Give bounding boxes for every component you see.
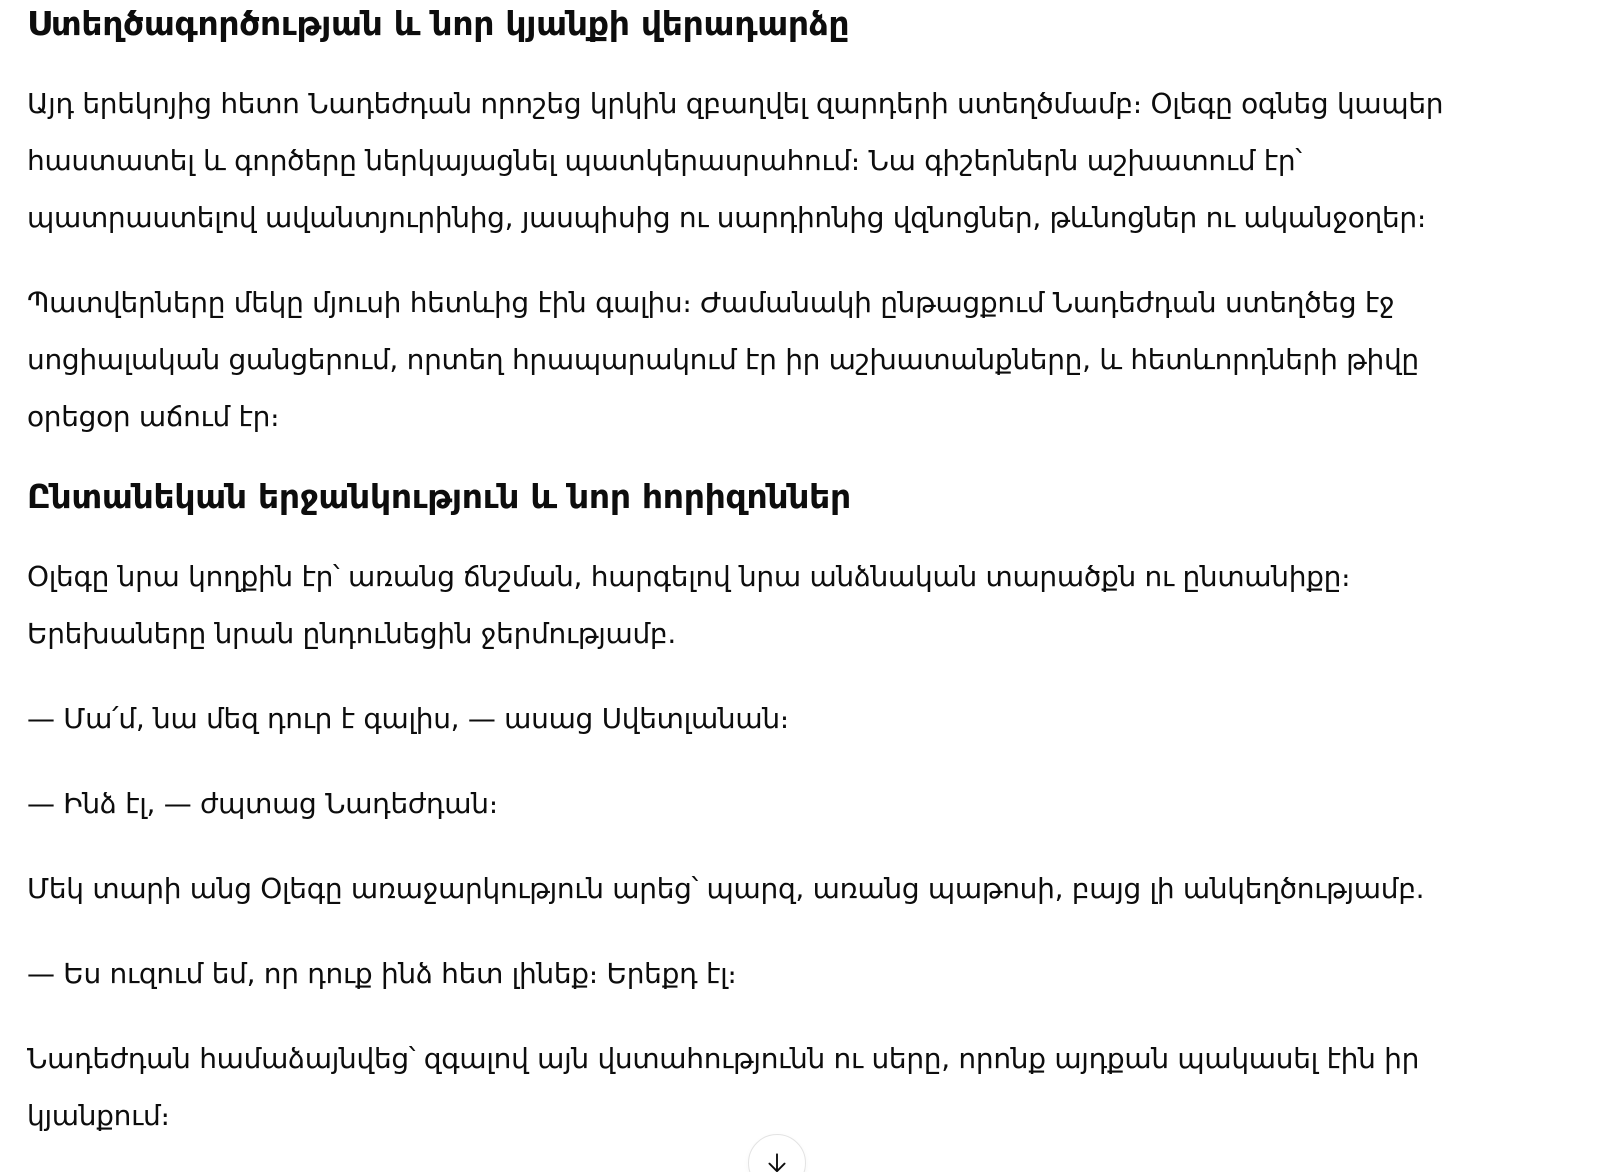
paragraph: Այդ երեկոյից հետո Նադեժդան որոշեց կրկին զբաղվել զարդերի ստեղծմամբ։ Օլեգը օգնեց կապեր հաստատել և գործերը ներկայացնել պատկերասրահում։ Նա գիշերներն աշխատում էր՝ պատրաստելով ավանտյուրինից, յասպիսից ու սարդիոնից վզնոցներ, թևնոցներ ու ականջօղեր։ xyxy=(27,87,1444,234)
story-article xyxy=(27,2,1455,1172)
dialogue-line: — Ինձ էլ, — ժպտաց Նադեժդան։ xyxy=(27,787,498,820)
section-heading-family: Ընտանեկան երջանկություն և նոր հորիզոններ xyxy=(27,477,851,516)
dialogue-line: — Մա՛մ, նա մեզ դուր է գալիս, — ասաց Սվետլանան։ xyxy=(27,702,789,735)
section-heading-creativity: Ստեղծագործության և նոր կյանքի վերադարձը xyxy=(27,4,850,43)
paragraph: Մեկ տարի անց Օլեգը առաջարկություն արեց՝ պարզ, առանց պաթոսի, բայց լի անկեղծությամբ. xyxy=(27,872,1425,905)
paragraph: Օլեգը նրա կողքին էր՝ առանց ճնշման, հարգելով նրա անձնական տարածքն ու ընտանիքը։ Երեխաները նրան ընդունեցին ջերմությամբ. xyxy=(27,560,1351,650)
dialogue-line: — Ես ուզում եմ, որ դուք ինձ հետ լինեք։ Երեքդ էլ։ xyxy=(27,957,737,990)
arrow-down-icon xyxy=(763,1149,791,1172)
paragraph: Պատվերները մեկը մյուսի հետևից էին գալիս։ Ժամանակի ընթացքում Նադեժդան ստեղծեց էջ սոցիալական ցանցերում, որտեղ հրապարակում էր իր աշխատանքները, և հետևորդների թիվը օրեցօր աճում էր։ xyxy=(27,286,1419,433)
paragraph: Նադեժդան համաձայնվեց՝ զգալով այն վստահությունն ու սերը, որոնք այդքան պակասել էին իր կյանքում։ xyxy=(27,1042,1420,1132)
